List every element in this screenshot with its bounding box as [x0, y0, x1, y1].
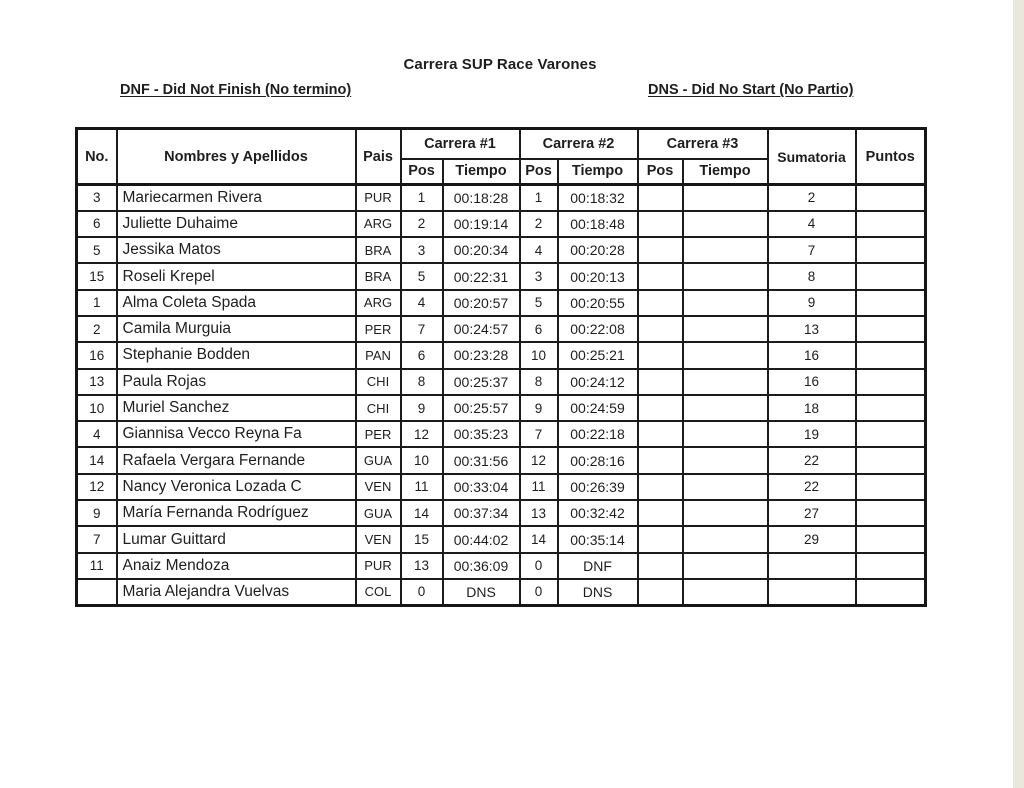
cell-r2-pos: 4 [520, 237, 558, 263]
cell-country: PUR [356, 185, 401, 211]
cell-r2-time: 00:22:08 [558, 316, 638, 342]
cell-no: 6 [77, 211, 117, 237]
results-table-body [77, 185, 926, 606]
cell-r2-pos: 7 [520, 421, 558, 447]
cell-r3-pos [638, 263, 683, 289]
cell-no: 14 [77, 447, 117, 473]
cell-r2-time: DNF [558, 553, 638, 579]
col-header-race3: Carrera #3 [638, 129, 768, 159]
cell-r3-time [683, 342, 768, 368]
cell-points [856, 263, 926, 289]
cell-no: 10 [77, 395, 117, 421]
cell-r2-time: 00:20:13 [558, 263, 638, 289]
cell-country: PER [356, 316, 401, 342]
col-header-no: No. [77, 129, 117, 185]
cell-no: 5 [77, 237, 117, 263]
cell-r2-pos: 13 [520, 500, 558, 526]
col-header-race1: Carrera #1 [401, 129, 520, 159]
col-header-puntos: Puntos [856, 129, 926, 185]
cell-r1-time: 00:24:57 [443, 316, 520, 342]
cell-r2-time: 00:20:28 [558, 237, 638, 263]
cell-sum: 16 [768, 342, 856, 368]
cell-r3-pos [638, 395, 683, 421]
table-row [77, 211, 926, 237]
cell-r2-pos: 6 [520, 316, 558, 342]
cell-r2-time: 00:28:16 [558, 447, 638, 473]
cell-country: BRA [356, 237, 401, 263]
col-header-race2: Carrera #2 [520, 129, 638, 159]
cell-name: Lumar Guittard [117, 526, 356, 552]
cell-r3-pos [638, 342, 683, 368]
cell-points [856, 342, 926, 368]
cell-r1-pos: 13 [401, 553, 443, 579]
cell-r3-time [683, 369, 768, 395]
cell-r1-pos: 2 [401, 211, 443, 237]
cell-country: BRA [356, 263, 401, 289]
cell-points [856, 395, 926, 421]
cell-name: Rafaela Vergara Fernande [117, 447, 356, 473]
cell-r1-pos: 0 [401, 579, 443, 605]
cell-no: 2 [77, 316, 117, 342]
cell-r3-time [683, 185, 768, 211]
cell-r3-pos [638, 474, 683, 500]
cell-country: PAN [356, 342, 401, 368]
cell-r1-pos: 14 [401, 500, 443, 526]
cell-r2-pos: 8 [520, 369, 558, 395]
cell-r1-time: 00:44:02 [443, 526, 520, 552]
cell-sum: 29 [768, 526, 856, 552]
cell-country: PUR [356, 553, 401, 579]
cell-r1-time: 00:22:31 [443, 263, 520, 289]
cell-r3-time [683, 290, 768, 316]
cell-r1-time: 00:18:28 [443, 185, 520, 211]
cell-r2-time: 00:35:14 [558, 526, 638, 552]
cell-r1-pos: 6 [401, 342, 443, 368]
cell-r2-time: 00:24:59 [558, 395, 638, 421]
cell-r1-time: 00:35:23 [443, 421, 520, 447]
cell-country: VEN [356, 474, 401, 500]
col-header-race3-pos: Pos [638, 159, 683, 185]
cell-points [856, 237, 926, 263]
cell-r3-pos [638, 185, 683, 211]
cell-name: Anaiz Mendoza [117, 553, 356, 579]
table-row [77, 237, 926, 263]
cell-r1-pos: 4 [401, 290, 443, 316]
table-row [77, 342, 926, 368]
cell-sum: 7 [768, 237, 856, 263]
cell-name: Muriel Sanchez [117, 395, 356, 421]
cell-sum: 4 [768, 211, 856, 237]
cell-points [856, 500, 926, 526]
cell-r1-time: 00:25:37 [443, 369, 520, 395]
cell-r1-time: 00:36:09 [443, 553, 520, 579]
table-row [77, 421, 926, 447]
cell-r3-pos [638, 526, 683, 552]
cell-r2-pos: 10 [520, 342, 558, 368]
table-row [77, 395, 926, 421]
cell-points [856, 211, 926, 237]
cell-r1-pos: 7 [401, 316, 443, 342]
cell-r2-time: 00:18:48 [558, 211, 638, 237]
cell-r3-time [683, 526, 768, 552]
cell-r3-pos [638, 421, 683, 447]
cell-r1-time: 00:23:28 [443, 342, 520, 368]
cell-r3-time [683, 579, 768, 605]
cell-sum: 27 [768, 500, 856, 526]
cell-r1-pos: 3 [401, 237, 443, 263]
cell-r1-pos: 9 [401, 395, 443, 421]
col-header-race3-tiempo: Tiempo [683, 159, 768, 185]
cell-name: Jessika Matos [117, 237, 356, 263]
cell-no [77, 579, 117, 605]
col-header-sumatoria: Sumatoria [768, 129, 856, 185]
cell-r2-time: DNS [558, 579, 638, 605]
cell-country: CHI [356, 369, 401, 395]
results-table [75, 127, 927, 607]
cell-name: Paula Rojas [117, 369, 356, 395]
cell-name: Roseli Krepel [117, 263, 356, 289]
cell-sum: 8 [768, 263, 856, 289]
cell-r1-pos: 15 [401, 526, 443, 552]
cell-sum: 2 [768, 185, 856, 211]
cell-points [856, 316, 926, 342]
cell-sum: 13 [768, 316, 856, 342]
cell-no: 3 [77, 185, 117, 211]
cell-r1-time: 00:19:14 [443, 211, 520, 237]
cell-r3-pos [638, 500, 683, 526]
cell-r2-pos: 5 [520, 290, 558, 316]
cell-name: Maria Alejandra Vuelvas [117, 579, 356, 605]
cell-country: VEN [356, 526, 401, 552]
cell-r3-time [683, 211, 768, 237]
legend-dns: DNS - Did No Start (No Partio) [648, 82, 854, 98]
cell-r2-pos: 0 [520, 553, 558, 579]
cell-points [856, 290, 926, 316]
cell-points [856, 185, 926, 211]
cell-no: 12 [77, 474, 117, 500]
cell-r3-pos [638, 447, 683, 473]
legend-dnf: DNF - Did Not Finish (No termino) [120, 82, 352, 98]
page-edge-band [1013, 0, 1024, 788]
table-row [77, 500, 926, 526]
cell-name: Stephanie Bodden [117, 342, 356, 368]
cell-sum: 22 [768, 447, 856, 473]
cell-r1-pos: 8 [401, 369, 443, 395]
table-row [77, 290, 926, 316]
table-header [77, 129, 926, 185]
cell-r1-time: 00:20:34 [443, 237, 520, 263]
cell-r2-time: 00:25:21 [558, 342, 638, 368]
table-row [77, 316, 926, 342]
cell-points [856, 526, 926, 552]
page-title: Carrera SUP Race Varones [403, 56, 597, 73]
cell-r1-pos: 10 [401, 447, 443, 473]
cell-r2-time: 00:32:42 [558, 500, 638, 526]
cell-r3-time [683, 263, 768, 289]
cell-r2-pos: 3 [520, 263, 558, 289]
col-header-race1-pos: Pos [401, 159, 443, 185]
table-row [77, 526, 926, 552]
cell-no: 13 [77, 369, 117, 395]
cell-points [856, 579, 926, 605]
cell-r1-pos: 5 [401, 263, 443, 289]
cell-name: Mariecarmen Rivera [117, 185, 356, 211]
cell-sum: 9 [768, 290, 856, 316]
cell-r2-time: 00:22:18 [558, 421, 638, 447]
col-header-names: Nombres y Apellidos [117, 129, 356, 185]
cell-r2-pos: 12 [520, 447, 558, 473]
cell-sum: 18 [768, 395, 856, 421]
cell-r2-pos: 0 [520, 579, 558, 605]
cell-r1-pos: 12 [401, 421, 443, 447]
cell-country: GUA [356, 447, 401, 473]
table-row [77, 447, 926, 473]
cell-r3-pos [638, 237, 683, 263]
cell-r2-pos: 14 [520, 526, 558, 552]
cell-points [856, 447, 926, 473]
cell-points [856, 553, 926, 579]
cell-name: Juliette Duhaime [117, 211, 356, 237]
cell-no: 1 [77, 290, 117, 316]
cell-r3-time [683, 474, 768, 500]
cell-no: 11 [77, 553, 117, 579]
table-row [77, 263, 926, 289]
cell-sum: 19 [768, 421, 856, 447]
table-row [77, 474, 926, 500]
cell-r3-time [683, 237, 768, 263]
cell-country: ARG [356, 290, 401, 316]
cell-name: Camila Murguia [117, 316, 356, 342]
cell-r1-time: 00:33:04 [443, 474, 520, 500]
cell-no: 9 [77, 500, 117, 526]
col-header-race2-pos: Pos [520, 159, 558, 185]
cell-country: PER [356, 421, 401, 447]
cell-no: 4 [77, 421, 117, 447]
cell-sum: 16 [768, 369, 856, 395]
cell-r3-pos [638, 211, 683, 237]
cell-r3-time [683, 447, 768, 473]
cell-r3-pos [638, 290, 683, 316]
cell-r2-time: 00:18:32 [558, 185, 638, 211]
cell-points [856, 421, 926, 447]
cell-r1-pos: 1 [401, 185, 443, 211]
cell-r2-pos: 1 [520, 185, 558, 211]
cell-country: CHI [356, 395, 401, 421]
cell-r2-time: 00:26:39 [558, 474, 638, 500]
cell-no: 16 [77, 342, 117, 368]
cell-r1-time: 00:20:57 [443, 290, 520, 316]
cell-r2-time: 00:24:12 [558, 369, 638, 395]
cell-country: GUA [356, 500, 401, 526]
cell-r1-time: 00:25:57 [443, 395, 520, 421]
cell-name: Alma Coleta Spada [117, 290, 356, 316]
cell-r3-pos [638, 553, 683, 579]
table-row [77, 369, 926, 395]
cell-country: ARG [356, 211, 401, 237]
cell-points [856, 474, 926, 500]
table-row [77, 553, 926, 579]
cell-sum [768, 553, 856, 579]
cell-r2-pos: 9 [520, 395, 558, 421]
cell-r3-time [683, 421, 768, 447]
cell-name: María Fernanda Rodríguez [117, 500, 356, 526]
cell-r3-time [683, 395, 768, 421]
cell-r3-pos [638, 579, 683, 605]
cell-r1-time: DNS [443, 579, 520, 605]
cell-sum: 22 [768, 474, 856, 500]
cell-points [856, 369, 926, 395]
table-row [77, 185, 926, 211]
cell-r1-time: 00:37:34 [443, 500, 520, 526]
col-header-country: Pais [356, 129, 401, 185]
cell-name: Nancy Veronica Lozada C [117, 474, 356, 500]
col-header-race2-tiempo: Tiempo [558, 159, 638, 185]
cell-r3-time [683, 500, 768, 526]
cell-r1-time: 00:31:56 [443, 447, 520, 473]
cell-no: 15 [77, 263, 117, 289]
cell-r3-pos [638, 369, 683, 395]
cell-r3-pos [638, 316, 683, 342]
cell-r1-pos: 11 [401, 474, 443, 500]
cell-sum [768, 579, 856, 605]
cell-country: COL [356, 579, 401, 605]
cell-r3-time [683, 316, 768, 342]
cell-r2-time: 00:20:55 [558, 290, 638, 316]
cell-r2-pos: 2 [520, 211, 558, 237]
cell-r3-time [683, 553, 768, 579]
cell-no: 7 [77, 526, 117, 552]
col-header-race1-tiempo: Tiempo [443, 159, 520, 185]
table-row [77, 579, 926, 605]
cell-name: Giannisa Vecco Reyna Fa [117, 421, 356, 447]
cell-r2-pos: 11 [520, 474, 558, 500]
